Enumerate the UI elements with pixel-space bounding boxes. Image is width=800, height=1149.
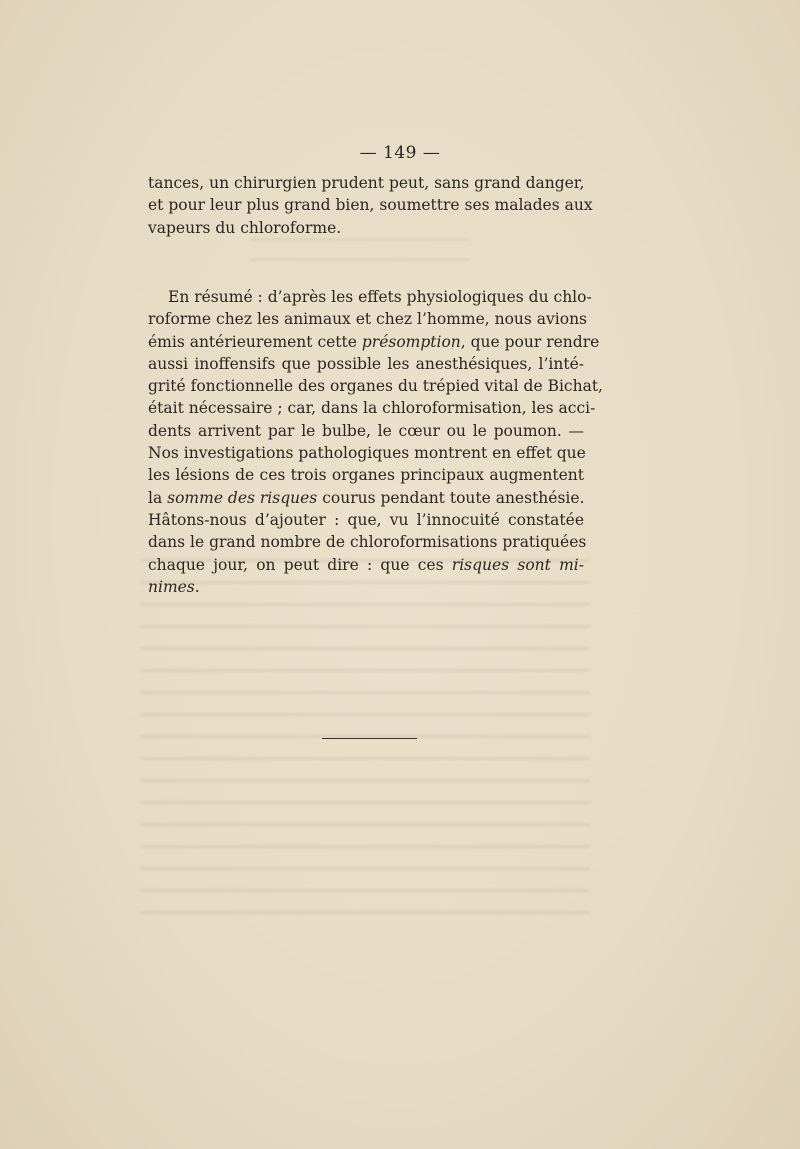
page-number: — 149 — (359, 143, 441, 163)
show-through-text (140, 545, 590, 925)
italic-term: nimes. (148, 577, 200, 596)
text-line: tances, un chirurgien prudent peut, sans grand danger, (148, 174, 585, 192)
italic-term: présomption (361, 332, 461, 351)
text-line: Nos investigations pathologiques montrent en effet que (148, 444, 586, 463)
text-line: les lésions de ces trois organes principaux augmentent (148, 466, 584, 485)
text-line: et pour leur plus grand bien, soumettre ses malades aux (148, 196, 593, 215)
text-line: dans le grand nombre de chloroformisations pratiquées (148, 533, 587, 552)
text-line: vapeurs du chloroforme. (148, 218, 342, 237)
text-line (148, 331, 600, 353)
text-run: courus pendant toute anesthésie. (317, 488, 585, 507)
paragraph-1 (148, 172, 593, 239)
text-line: grité fonctionnelle des organes du trépied vital de Bichat, (148, 377, 603, 396)
italic-term: risques sont mi- (451, 555, 584, 574)
paragraph-2 (148, 286, 603, 598)
text-run: chaque jour, on peut dire : que ces (148, 555, 452, 574)
text-line (148, 554, 584, 576)
text-run: émis antérieurement cette (148, 332, 362, 351)
text-run: la (148, 488, 168, 507)
text-line: Hâtons-nous d’ajouter : que, vu l’innocuité constatée (148, 510, 584, 529)
text-line: dents arrivent par le bulbe, le cœur ou le poumon. — (148, 421, 584, 440)
text-line: En résumé : d’après les effets physiologiques du chlo- (168, 288, 592, 306)
text-line: était nécessaire ; car, dans la chloroformisation, les acci- (148, 399, 596, 418)
text-line (148, 576, 584, 598)
text-run: , que pour rendre (460, 332, 600, 351)
text-line: aussi inoffensifs que possible les anesthésiques, l’inté- (148, 354, 584, 373)
text-line (148, 487, 584, 509)
text-line: roforme chez les animaux et chez l’homme, nous avions (148, 310, 588, 329)
italic-term: somme des risques (167, 488, 318, 507)
section-divider-rule (322, 738, 417, 739)
